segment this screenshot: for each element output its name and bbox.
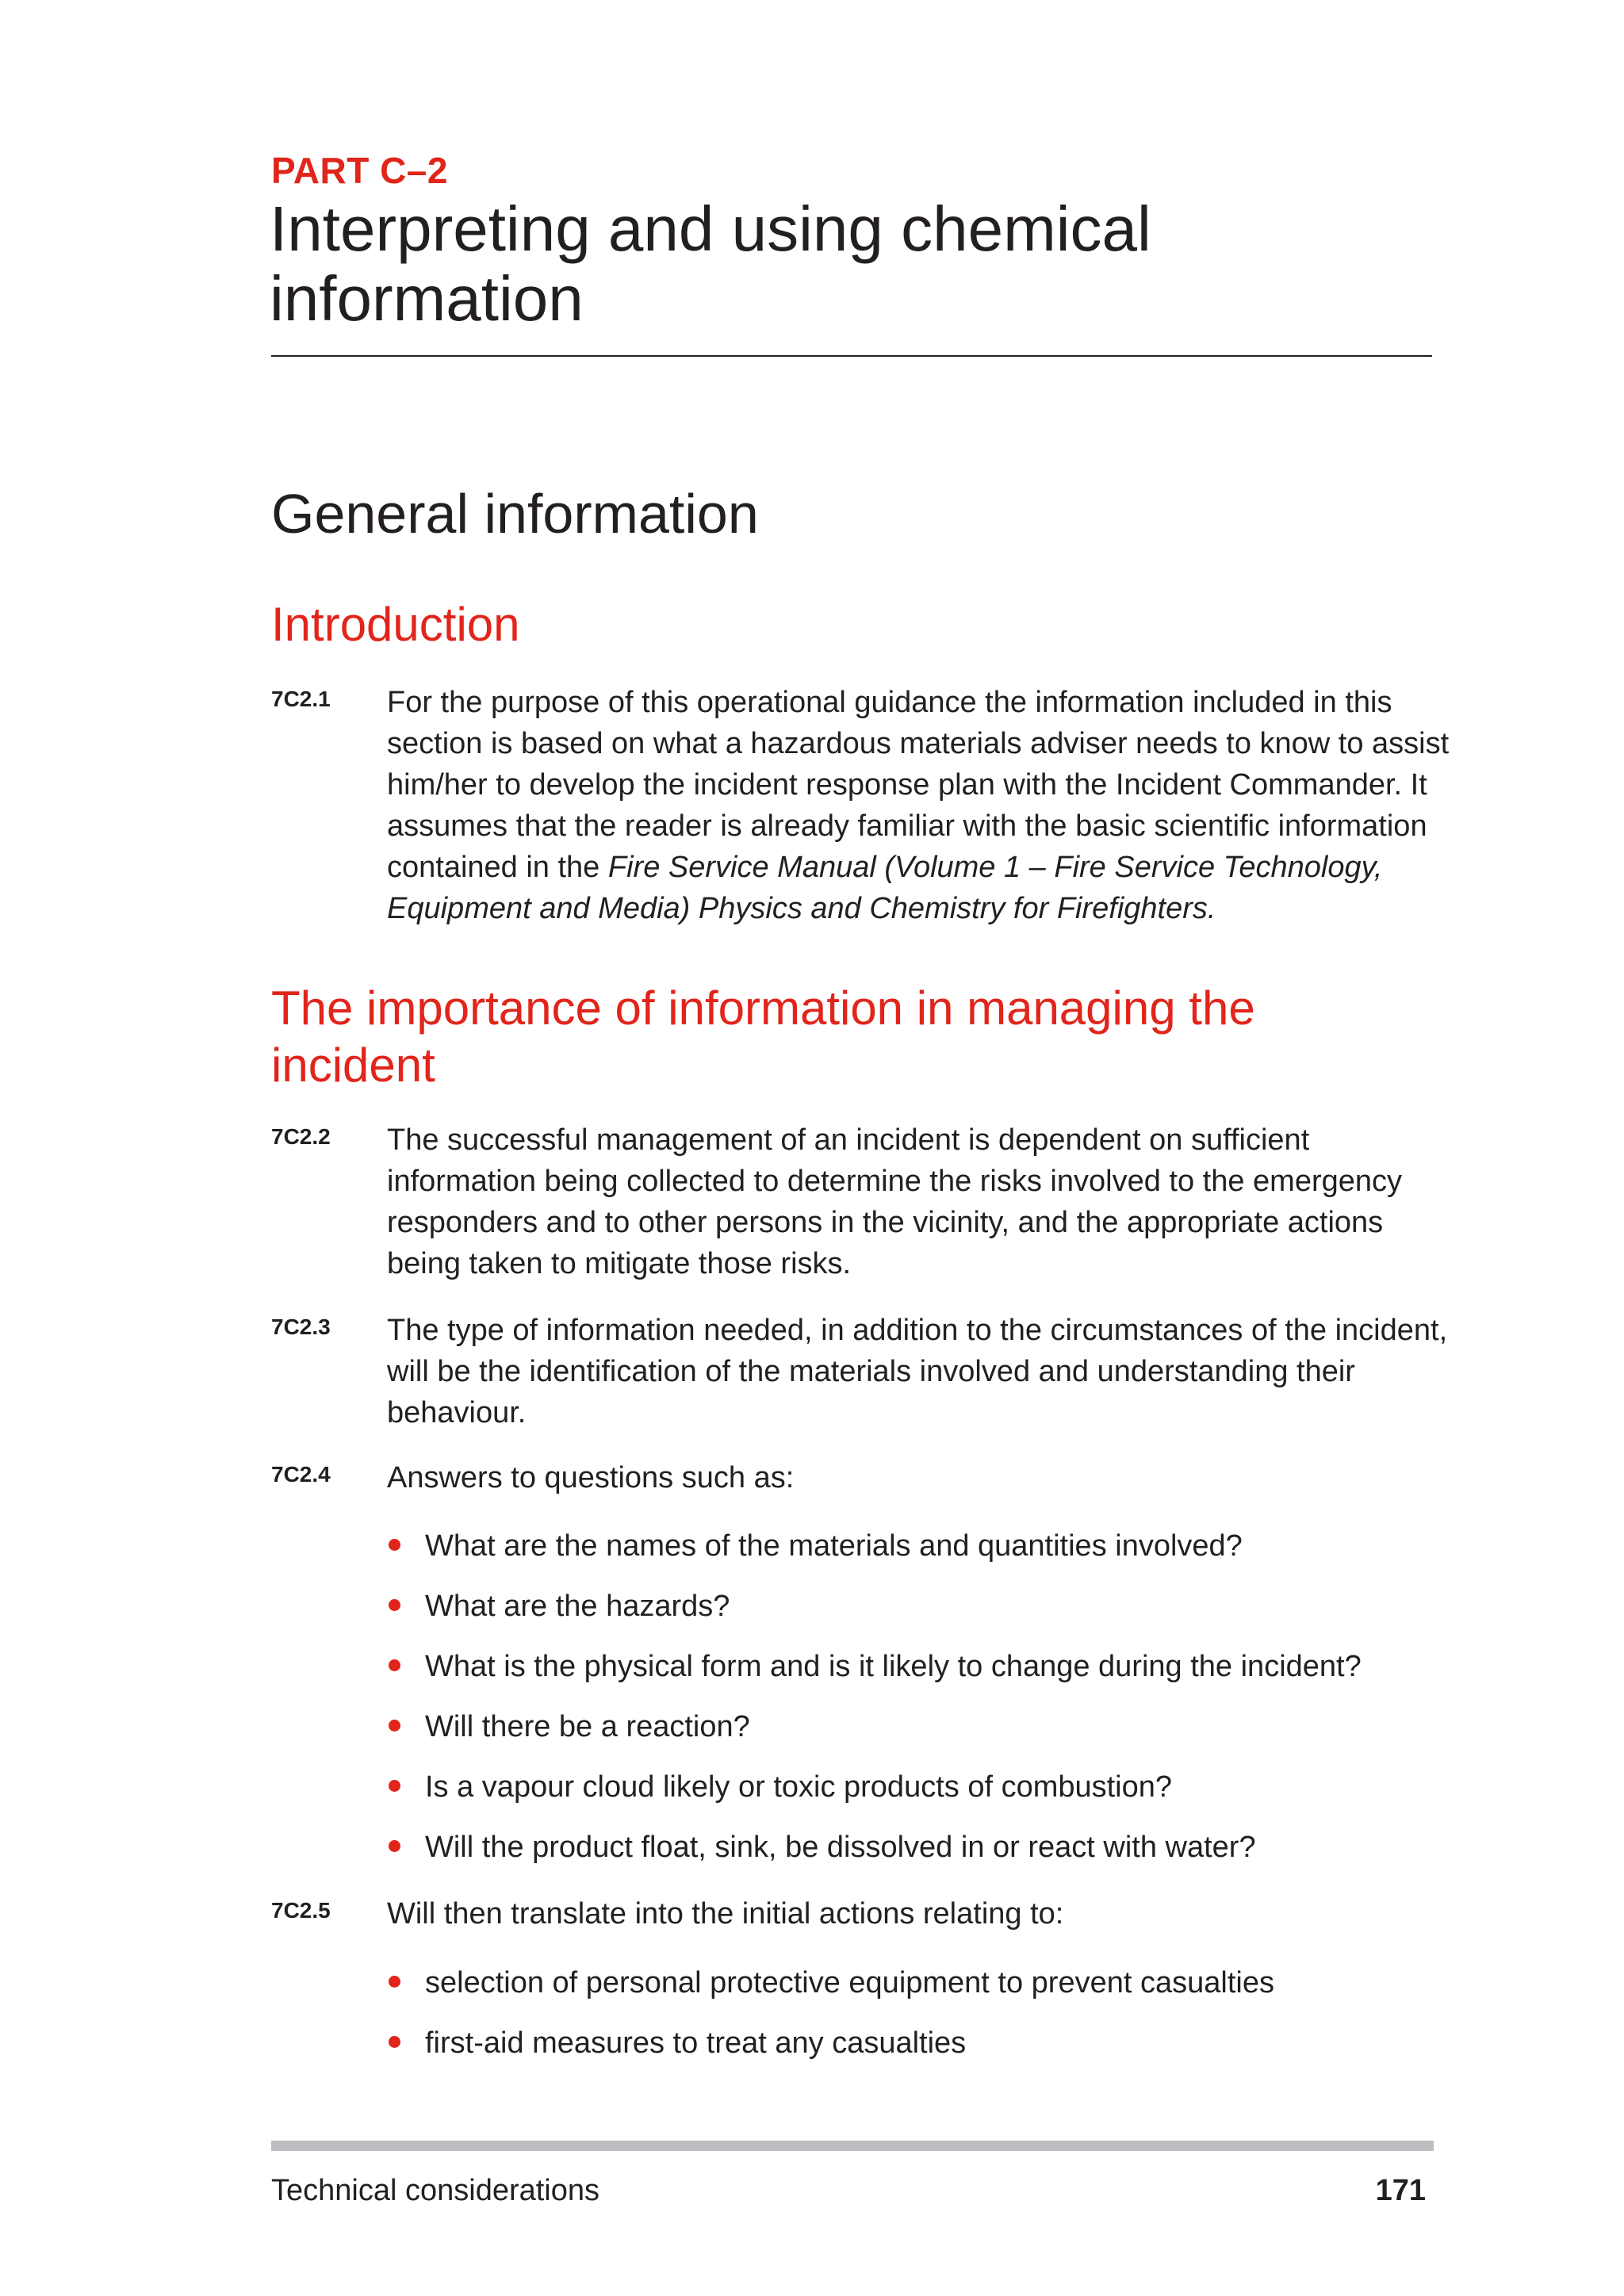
- bullet-list-questions: [387, 1525, 1450, 1887]
- bullet-icon: [389, 1539, 400, 1551]
- importance-heading: The importance of information in managing the incident: [271, 982, 1255, 1092]
- paragraph-number: 7C2.2: [271, 1124, 331, 1149]
- list-item: What is the physical form and is it likely to change during the incident?: [387, 1646, 1450, 1706]
- paragraph-text: [387, 682, 1450, 929]
- list-item: first-aid measures to treat any casualties: [387, 2022, 1450, 2083]
- bullet-icon: [389, 1976, 400, 1988]
- section-heading: General information: [271, 483, 759, 545]
- list-item: Will there be a reaction?: [387, 1706, 1450, 1766]
- bullet-icon: [389, 1780, 400, 1792]
- paragraph-number: 7C2.1: [271, 687, 331, 711]
- list-item: selection of personal protective equipment to prevent casualties: [387, 1962, 1450, 2022]
- list-item: What are the names of the materials and quantities involved?: [387, 1525, 1450, 1586]
- paragraph-text: Will then translate into the initial actions relating to:: [387, 1897, 1064, 1931]
- manual-reference: Fire Service Manual (Volume 1 – Fire Service Technology, Equipment and Media) Physics and Chemistry for Firefighters.: [387, 851, 1383, 925]
- bullet-icon: [389, 1720, 400, 1732]
- paragraph-number: 7C2.4: [271, 1462, 331, 1487]
- introduction-heading: Introduction: [271, 598, 520, 651]
- bullet-icon: [389, 1659, 400, 1671]
- chapter-title: Interpreting and using chemical information: [270, 193, 1151, 334]
- paragraph-number: 7C2.5: [271, 1898, 331, 1923]
- bullet-icon: [389, 1599, 400, 1611]
- paragraph-text-plain: For the purpose of this operational guidance the information included in this section is based on what a hazardous materials adviser needs to know to assist him/her to develop the incident response plan with the Incident Commander. It assumes that the reader is already familiar with the basic scientific information contained in the: [387, 686, 1450, 884]
- bullet-icon: [389, 1840, 400, 1852]
- footer-section-name: Technical considerations: [271, 2174, 600, 2207]
- bullet-icon: [389, 2036, 400, 2048]
- part-label: PART C–2: [271, 150, 448, 191]
- paragraph-text: The successful management of an incident is dependent on sufficient information being collected to determine the risks involved to the emergency responders and to other persons in the vicinity, and the appropriate actions being taken to mitigate those risks.: [387, 1123, 1403, 1280]
- title-divider: [271, 355, 1432, 357]
- bullet-list-actions: [387, 1962, 1450, 2083]
- paragraph-text: Answers to questions such as:: [387, 1461, 795, 1494]
- paragraph-number: 7C2.3: [271, 1314, 331, 1339]
- paragraph-text: The type of information needed, in addition to the circumstances of the incident, will be the identification of the materials involved and understanding their behaviour.: [387, 1314, 1448, 1429]
- list-item: Is a vapour cloud likely or toxic products of combustion?: [387, 1766, 1450, 1827]
- list-item: What are the hazards?: [387, 1586, 1450, 1646]
- list-item: Will the product float, sink, be dissolved in or react with water?: [387, 1827, 1450, 1887]
- footer-divider: [271, 2141, 1434, 2151]
- page-number: 171: [1375, 2174, 1426, 2207]
